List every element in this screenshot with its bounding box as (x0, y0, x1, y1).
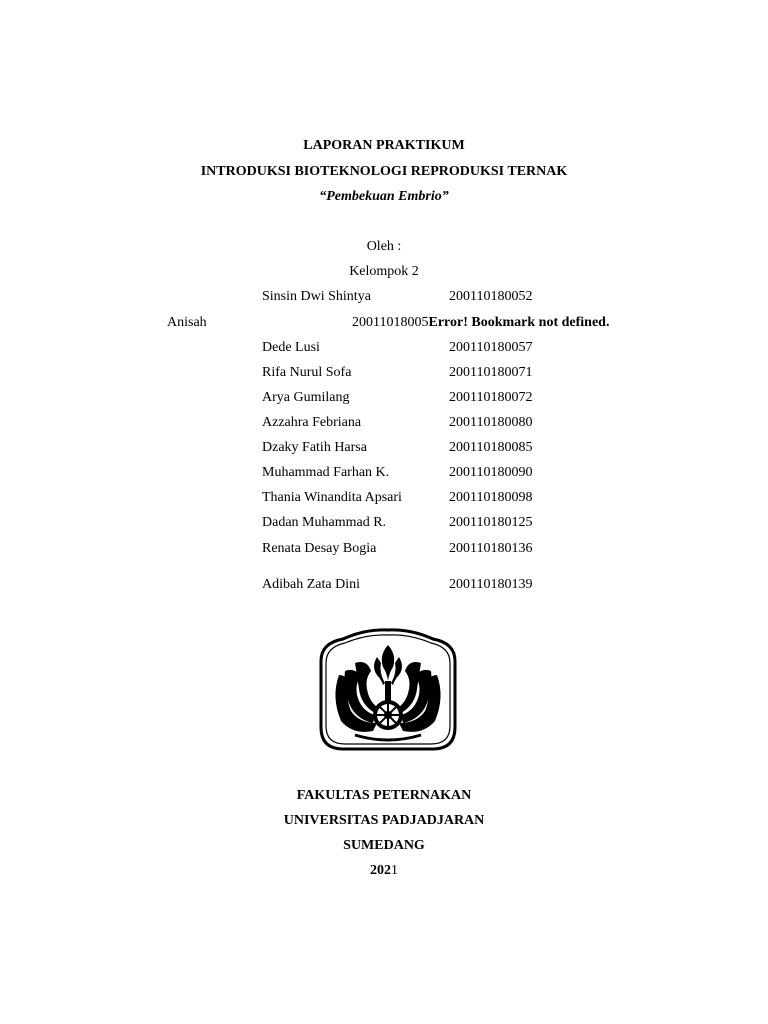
member-name: Dadan Muhammad R. (262, 515, 387, 530)
member-nim: 200110180136 (449, 541, 533, 556)
member-nim: 20011018005 (352, 315, 429, 330)
year (0, 862, 768, 880)
member-nim: 200110180125 (449, 515, 533, 530)
member-name: Anisah (167, 315, 207, 330)
member-name: Thania Winandita Apsari (262, 490, 402, 505)
course-title: INTRODUKSI BIOTEKNOLOGI REPRODUKSI TERNAK (200, 164, 568, 179)
topic-title: “Pembekuan Embrio” (319, 189, 449, 204)
member-nim: 200110180098 (449, 490, 533, 505)
university-emblem-icon (315, 627, 461, 754)
member-nim: 200110180139 (449, 577, 533, 592)
member-nim-with-error (352, 314, 609, 332)
member-nim: 200110180071 (449, 365, 533, 380)
year-bold-part: 202 (370, 863, 391, 878)
member-name: Dede Lusi (262, 340, 320, 355)
group-label: Kelompok 2 (349, 264, 419, 279)
member-name: Azzahra Febriana (262, 415, 362, 430)
member-name: Renata Desay Bogia (262, 541, 377, 556)
bookmark-error: Error! Bookmark not defined. (428, 315, 610, 330)
member-nim: 200110180057 (449, 340, 533, 355)
member-name: Rifa Nurul Sofa (262, 365, 352, 380)
member-nim: 200110180072 (449, 390, 533, 405)
member-nim: 200110180085 (449, 440, 533, 455)
city-name: SUMEDANG (343, 838, 425, 853)
university-name: UNIVERSITAS PADJADJARAN (283, 813, 485, 828)
faculty-name: FAKULTAS PETERNAKAN (296, 788, 472, 803)
member-name: Arya Gumilang (262, 390, 350, 405)
member-nim: 200110180080 (449, 415, 533, 430)
member-nim: 200110180052 (449, 289, 533, 304)
member-name: Sinsin Dwi Shintya (262, 289, 371, 304)
member-name: Adibah Zata Dini (262, 577, 360, 592)
year-normal-part: 1 (391, 863, 398, 878)
member-name: Dzaky Fatih Harsa (262, 440, 367, 455)
report-type: LAPORAN PRAKTIKUM (303, 138, 465, 153)
by-label: Oleh : (366, 239, 402, 254)
member-name: Muhammad Farhan K. (262, 465, 390, 480)
member-nim: 200110180090 (449, 465, 533, 480)
